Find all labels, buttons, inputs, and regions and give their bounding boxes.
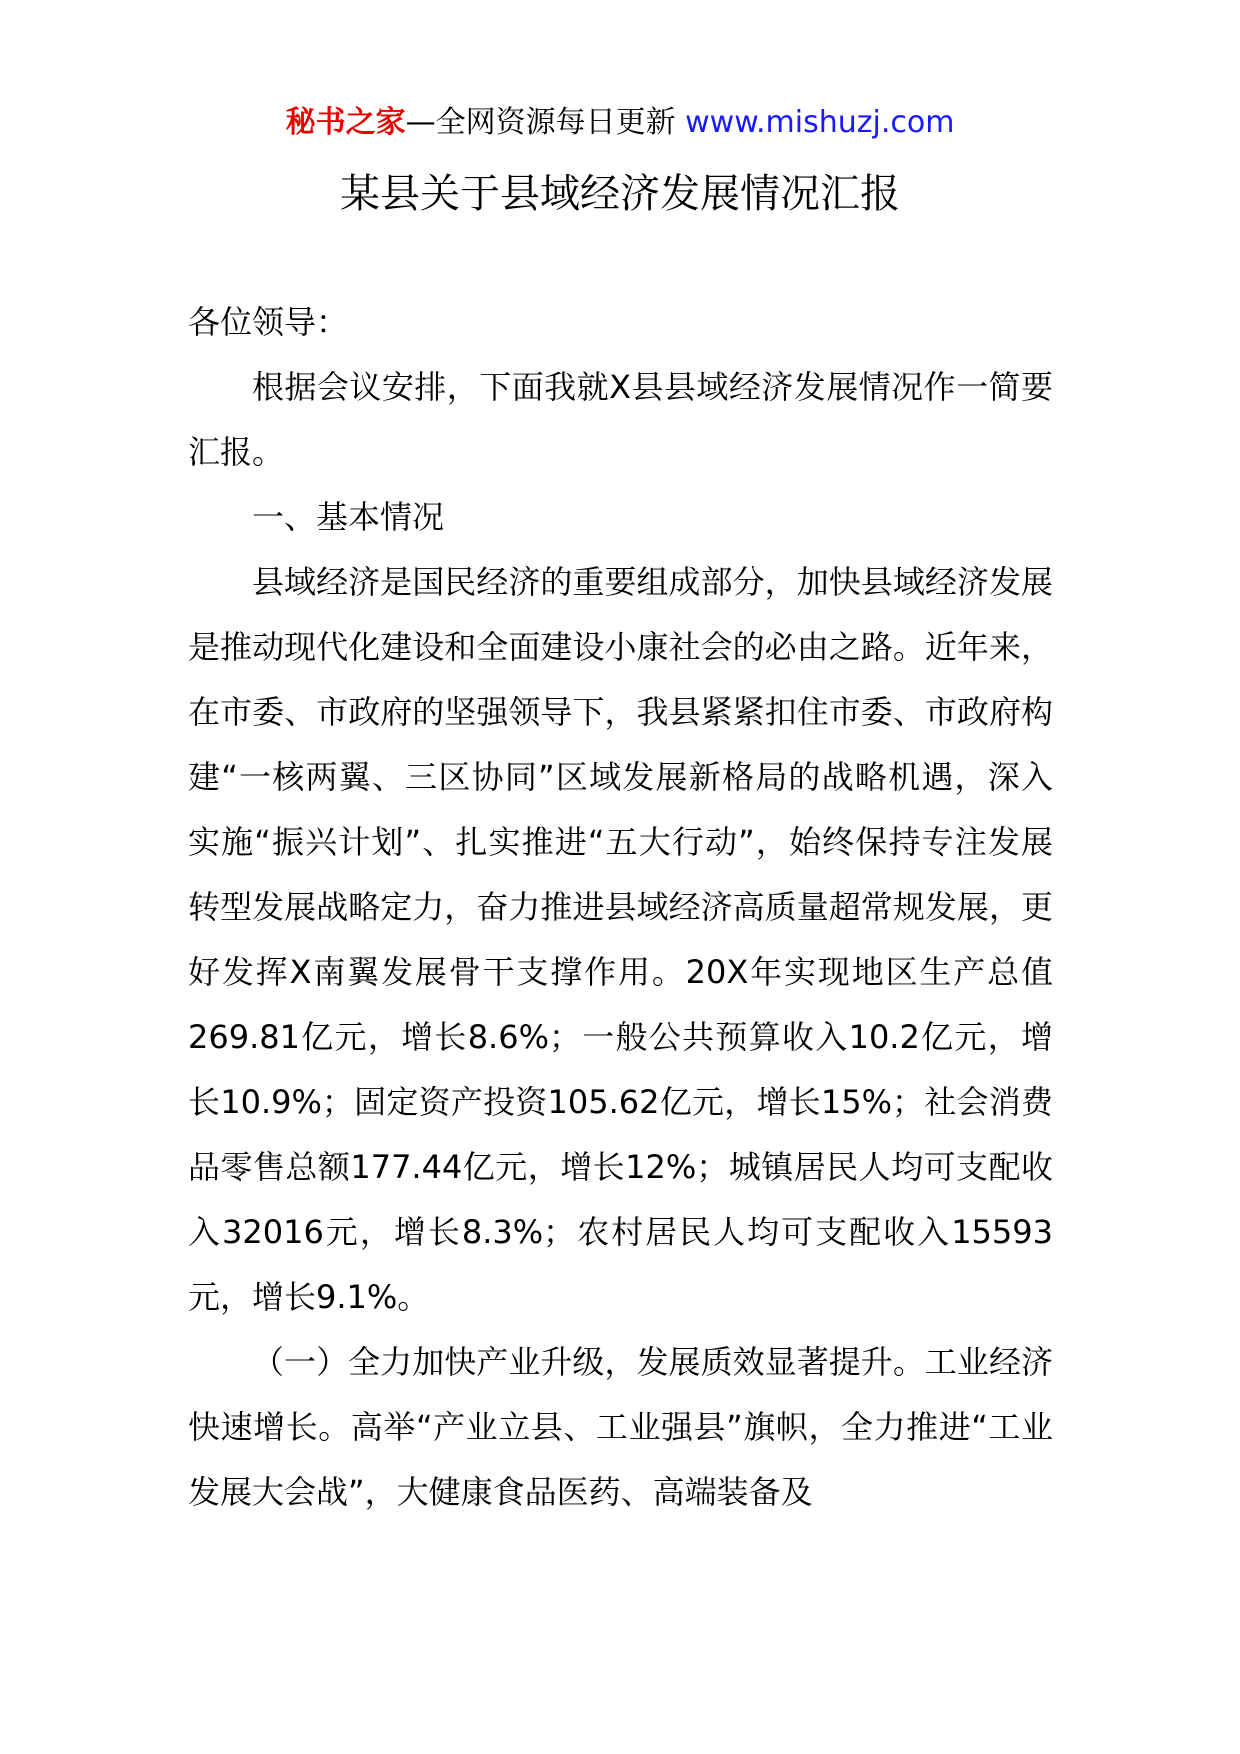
salutation: 各位领导： (188, 303, 349, 341)
site-url-link[interactable]: www.mishuzj.com (685, 105, 955, 140)
subsection-paragraph: （一）全力加快产业升级，发展质效显著提升。工业经济快速增长。高举“产业立县、工业强县”旗帜，全力推进“工业发展大会战”，大健康食品医药、高端装备及 (188, 1343, 1053, 1511)
document-body (188, 290, 1053, 1525)
body-paragraph: 县域经济是国民经济的重要组成部分，加快县域经济发展是推动现代化建设和全面建设小康社会的必由之路。近年来，在市委、市政府的坚强领导下，我县紧紧扣住市委、市政府构建“一核两翼、三区协同”区域发展新格局的战略机遇，深入实施“振兴计划”、扎实推进“五大行动”，始终保持专注发展转型发展战略定力，奋力推进县域经济高质量超常规发展，更好发挥X南翼发展骨干支撑作用。20X年实现地区生产总值269.81亿元，增长8.6%；一般公共预算收入10.2亿元，增长10.9%；固定资产投资105.62亿元，增长15%；社会消费品零售总额177.44亿元，增长12%；城镇居民人均可支配收入32016元，增长8.3%；农村居民人均可支配收入15593元，增长9.1%。 (188, 563, 1053, 1316)
brand-name: 秘书之家 (285, 105, 406, 140)
section-heading: 一、基本情况 (252, 498, 445, 536)
header-tagline: —全网资源每日更新 (405, 105, 676, 140)
intro-paragraph: 根据会议安排，下面我就X县县域经济发展情况作一简要汇报。 (188, 368, 1053, 471)
header-banner (0, 100, 1240, 146)
document-title: 某县关于县域经济发展情况汇报 (340, 171, 900, 217)
